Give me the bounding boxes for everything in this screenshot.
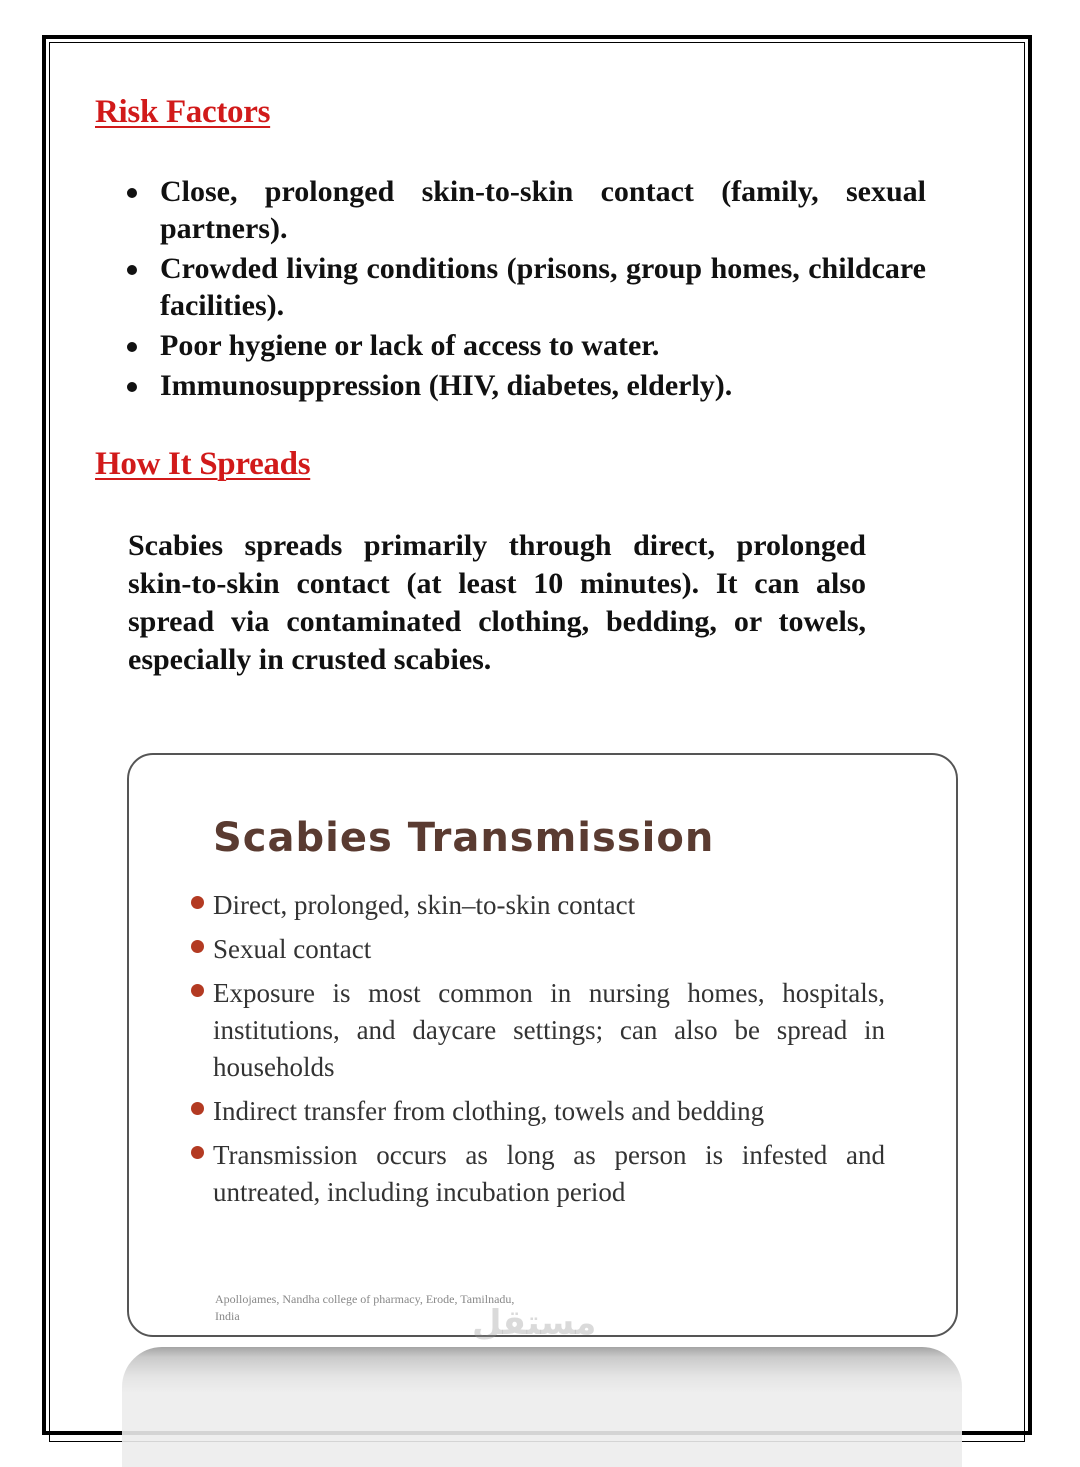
slide-list-item-text: Direct, prolonged, skin–to-skin contact <box>213 890 636 920</box>
slide-list-item <box>213 1093 885 1130</box>
risk-factors-heading: Risk Factors <box>95 94 271 130</box>
slide-bullet-list <box>213 887 885 1218</box>
slide-footer-credit: Apollojames, Nandha college of pharmacy, Erode, Tamilnadu, India <box>215 1292 515 1323</box>
slide-list-item <box>213 1137 885 1211</box>
slide-list-item-text: Sexual contact <box>213 934 372 964</box>
slide-list-item-text: Exposure is most common in nursing homes, hospitals, institutions, and daycare settings; can also be spread in households <box>213 978 885 1082</box>
slide-list-item <box>213 887 885 924</box>
bullet-dot-icon <box>191 1146 204 1159</box>
transmission-slide-image <box>127 753 958 1337</box>
risk-factor-item: Crowded living conditions (prisons, group homes, childcare facilities). <box>160 252 926 322</box>
how-it-spreads-heading: How It Spreads <box>95 446 311 482</box>
risk-factor-item: Poor hygiene or lack of access to water. <box>160 327 926 364</box>
bullet-dot-icon <box>191 984 204 997</box>
next-slide-partial <box>122 1347 962 1467</box>
risk-factor-item: Immunosuppression (HIV, diabetes, elderly). <box>160 367 926 404</box>
bullet-dot-icon <box>191 1102 204 1115</box>
bullet-dot-icon <box>191 896 204 909</box>
watermark-logo: مستقل <box>472 1303 597 1343</box>
slide-list-item <box>213 931 885 968</box>
risk-factors-list <box>160 173 926 407</box>
slide-list-item <box>213 975 885 1086</box>
how-it-spreads-paragraph: Scabies spreads primarily through direct, prolonged skin-to-skin contact (at least 10 minutes). It can also spread via contaminated clothing, bedding, or towels, especially in crusted scabies. <box>128 529 866 676</box>
bullet-dot-icon <box>191 940 204 953</box>
slide-list-item-text: Transmission occurs as long as person is infested and untreated, including incubation period <box>213 1140 885 1207</box>
risk-factor-item: Close, prolonged skin-to-skin contact (family, sexual partners). <box>160 175 926 245</box>
slide-title: Scabies Transmission <box>213 815 715 861</box>
slide-list-item-text: Indirect transfer from clothing, towels and bedding <box>213 1096 765 1126</box>
